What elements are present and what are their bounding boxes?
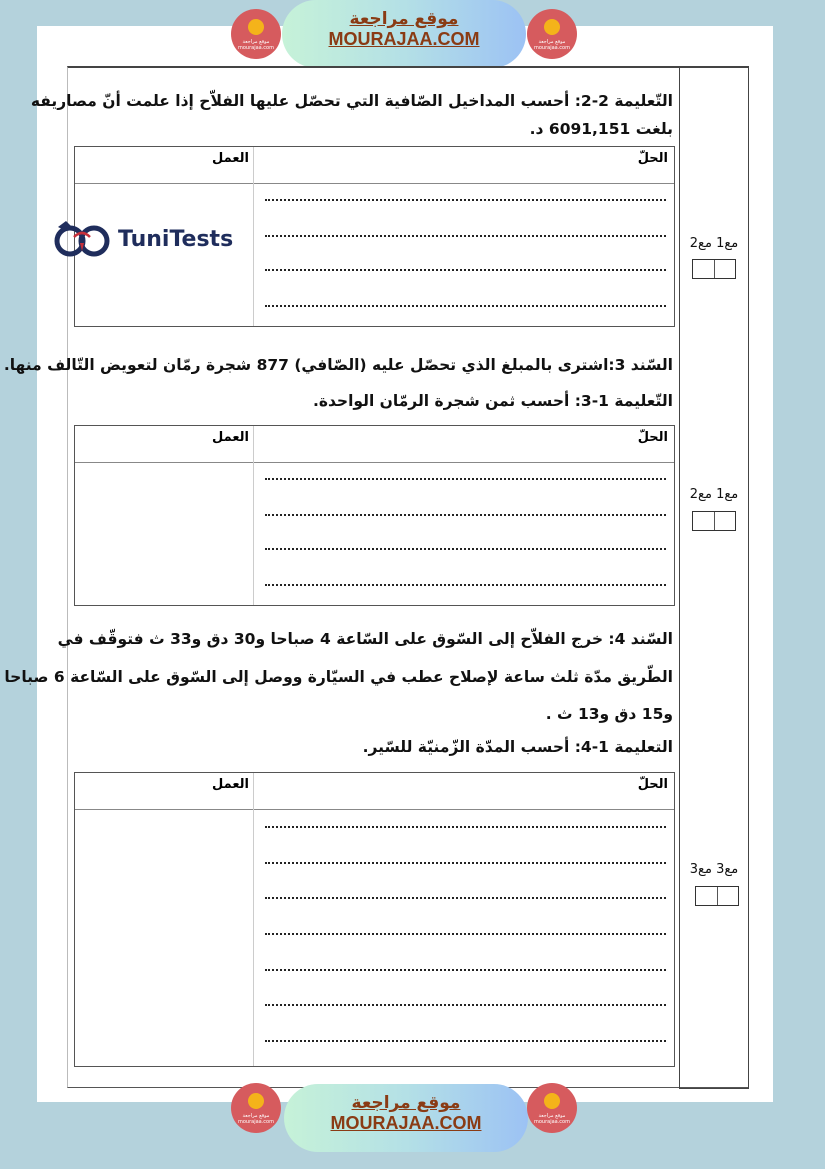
answer-line[interactable] [265,862,666,864]
mourajaa-badge-right[interactable] [527,9,577,59]
mourajaa-badge-left[interactable] [231,9,281,59]
answer-line[interactable] [265,548,666,550]
column-divider [253,773,254,1066]
instruction-4-1: التعليمة 1-4: أحسب المدّة الزّمنيّة للسّير. [362,738,673,756]
grading-margin-column [679,66,749,1089]
header-work: العمل [212,777,249,792]
score-cell[interactable] [717,887,739,905]
instruction-2-2-line1: التّعليمة 2-2: أحسب المداخيل الصّافية التي تحصّل عليها الفلاّح إذا علمت أنّ مصاريفه [30,92,673,110]
table-header-row [75,773,674,810]
mourajaa-badge-right-footer[interactable] [527,1083,577,1133]
answer-table-3 [74,772,675,1067]
answer-table-2 [74,425,675,606]
score-criteria-3: مع3 مع3 [689,862,739,877]
book-icon [544,1093,560,1109]
book-icon [248,19,264,35]
badge-caption: موقع مراجعة mourajaa.com [533,39,570,51]
tunitests-logo-icon [52,217,114,261]
column-divider [253,426,254,605]
book-icon [248,1093,264,1109]
score-cell[interactable] [714,260,736,278]
answer-line[interactable] [265,269,666,271]
table-header-row [75,147,674,184]
context-4-line2: الطّريق مدّة ثلث ساعة لإصلاح عطب في السيّارة ووصل إلى السّوق على السّاعة 6 صباحا [4,668,673,686]
score-cell[interactable] [693,512,714,530]
answer-line[interactable] [265,933,666,935]
header-solution: الحلّ [637,430,668,445]
answer-line[interactable] [265,584,666,586]
answer-line[interactable] [265,969,666,971]
site-arabic-label: موقع مراجعة [351,1093,461,1113]
context-4-line1: السّند 4: خرج الفلاّح إلى السّوق على السّاعة 4 صباحا و30 دق و33 ث فتوقّف في [57,630,673,648]
context-3: السّند 3:اشترى بالمبلغ الذي تحصّل عليه (الصّافي) 877 شجرة رمّان لتعويض التّالف منها. [3,356,673,374]
tunitests-name: TuniTests [118,226,234,252]
answer-line[interactable] [265,305,666,307]
answer-line[interactable] [265,514,666,516]
answer-line[interactable] [265,235,666,237]
header-solution: الحلّ [637,151,668,166]
answer-line[interactable] [265,199,666,201]
score-box-3[interactable] [695,886,739,906]
column-divider [253,147,254,326]
context-4-line3: و15 دق و13 ث . [545,705,673,723]
answer-line[interactable] [265,478,666,480]
badge-caption: موقع مراجعة mourajaa.com [533,1113,570,1125]
table-header-row [75,426,674,463]
site-url-label[interactable]: MOURAJAA.COM [328,29,480,49]
score-box-2[interactable] [692,511,736,531]
instruction-2-2-line2: بلغت 6091,151 د. [529,120,673,138]
header-site-banner[interactable] [282,0,526,68]
instruction-3-1: التّعليمة 1-3: أحسب ثمن شجرة الرمّان الواحدة. [312,392,673,410]
site-url-label[interactable]: MOURAJAA.COM [330,1113,482,1133]
header-work: العمل [212,430,249,445]
score-box-1[interactable] [692,259,736,279]
header-work: العمل [212,151,249,166]
score-criteria-1: مع1 مع2 [689,236,739,251]
score-cell[interactable] [693,260,714,278]
mourajaa-badge-left-footer[interactable] [231,1083,281,1133]
answer-line[interactable] [265,1040,666,1042]
header-solution: الحلّ [637,777,668,792]
footer-site-banner[interactable] [284,1084,528,1152]
score-cell[interactable] [696,887,717,905]
answer-line[interactable] [265,1004,666,1006]
badge-caption: موقع مراجعة mourajaa.com [237,1113,274,1125]
score-cell[interactable] [714,512,736,530]
answer-line[interactable] [265,897,666,899]
tunitests-watermark [52,214,242,264]
badge-caption: موقع مراجعة mourajaa.com [237,39,274,51]
site-arabic-label: موقع مراجعة [349,9,459,29]
score-criteria-2: مع1 مع2 [689,487,739,502]
answer-line[interactable] [265,826,666,828]
book-icon [544,19,560,35]
